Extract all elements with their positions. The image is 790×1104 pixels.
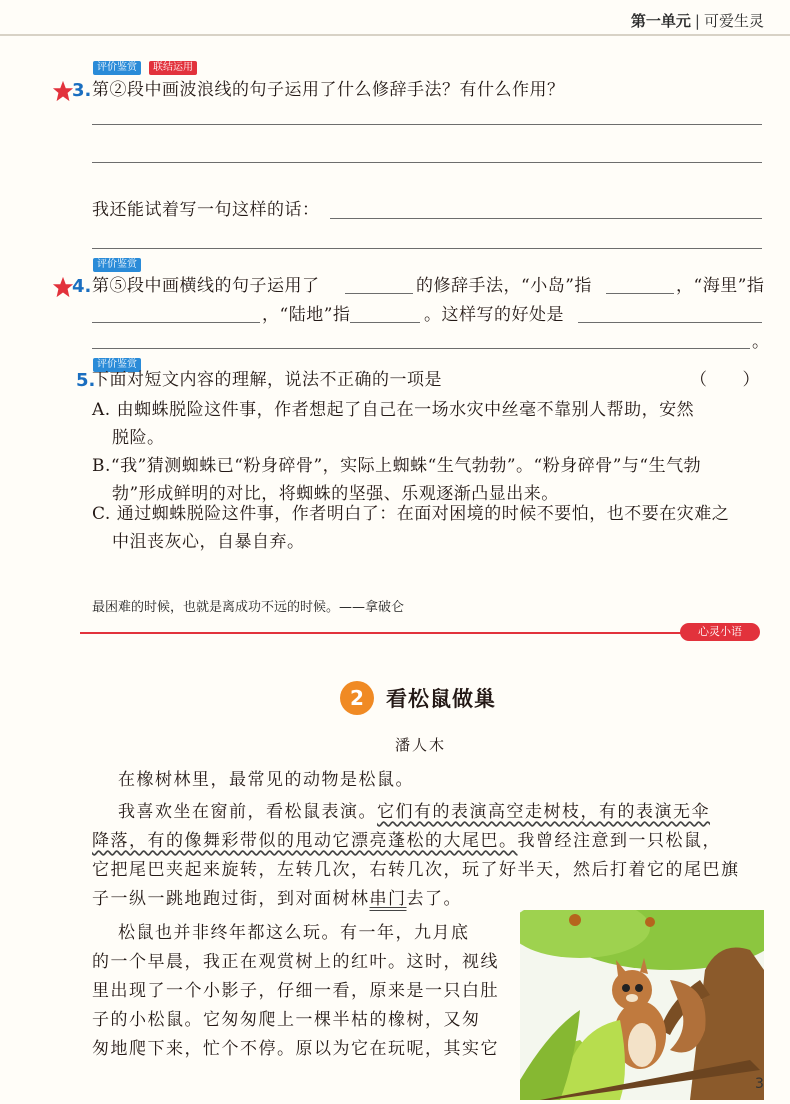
p2-wavy-b: 降落，有的像舞彩带似的甩动它漂亮蓬松的大尾巴。 bbox=[92, 831, 518, 851]
q5-text: 下面对短文内容的理解，说法不正确的一项是 bbox=[92, 370, 442, 390]
header-divider bbox=[0, 34, 790, 36]
q4-line2-a: ，“陆地”指 bbox=[262, 305, 351, 325]
p2-text-a: 我喜欢坐在窗前，看松鼠表演。 bbox=[118, 802, 377, 822]
q4-tag: 评价鉴赏 bbox=[93, 258, 141, 272]
article-author: 潘人木 bbox=[395, 736, 447, 754]
paragraph-2-line1 bbox=[118, 800, 710, 824]
blank-sea[interactable] bbox=[92, 322, 260, 323]
q3-number: 3. bbox=[72, 80, 92, 101]
q5-option-b-line1[interactable]: B.“我”猜测蜘蛛已“粉身碎骨”，实际上蜘蛛“生气勃勃”。“粉身碎骨”与“生气勃 bbox=[92, 456, 702, 476]
motto-divider bbox=[80, 632, 690, 634]
blank-rhetoric[interactable] bbox=[345, 293, 413, 294]
p2-underlined-word: 串门 bbox=[369, 889, 407, 909]
q3-tag-evaluate: 评价鉴赏 bbox=[93, 61, 141, 75]
star-icon bbox=[52, 276, 74, 298]
q4-line1-c: ，“海里”指 bbox=[676, 276, 765, 296]
p2-line4-a: 子一纵一跳地跑过街，到对面树林 bbox=[92, 889, 370, 909]
answer-line[interactable] bbox=[330, 218, 762, 219]
q4-line3-end: 。 bbox=[752, 332, 770, 352]
paragraph-2-line4 bbox=[92, 887, 462, 911]
paragraph-2-line2 bbox=[92, 829, 721, 853]
header-separator: | bbox=[694, 12, 700, 30]
answer-line[interactable] bbox=[92, 248, 762, 249]
p2-line4-b: 去了。 bbox=[406, 889, 462, 909]
answer-line[interactable] bbox=[92, 124, 762, 125]
paragraph-3-line3: 里出现了一个小影子，仔细一看，原来是一只白肚 bbox=[92, 981, 499, 1001]
header-unit: 第一单元 bbox=[630, 12, 691, 30]
paragraph-3-line2: 的一个早晨，我正在观赏树上的红叶。这时，视线 bbox=[92, 952, 499, 972]
q4-line2-b: 。这样写的好处是 bbox=[424, 305, 564, 325]
motto-quote: 最困难的时候，也就是离成功不远的时候。——拿破仑 bbox=[92, 600, 405, 615]
answer-line[interactable] bbox=[578, 322, 762, 323]
paragraph-3-line5: 匆地爬下来，忙个不停。原以为它在玩呢，其实它 bbox=[92, 1039, 499, 1059]
page-number: 3 bbox=[755, 1076, 764, 1092]
article-title: 看松鼠做巢 bbox=[386, 687, 496, 711]
paragraph-3-line1: 松鼠也并非终年都这么玩。有一年，九月底 bbox=[118, 923, 470, 943]
q3-tag-apply: 联结运用 bbox=[149, 61, 197, 75]
q5-option-c-line1[interactable]: C. 通过蜘蛛脱险这件事，作者明白了：在面对困境的时候不要怕，也不要在灾难之 bbox=[92, 504, 730, 524]
squirrel-illustration bbox=[520, 910, 764, 1100]
header-unit-title: 可爱生灵 bbox=[703, 12, 764, 30]
q5-number: 5. bbox=[76, 370, 96, 391]
paragraph-3-line4: 子的小松鼠。它匆匆爬上一棵半枯的橡树，又匆 bbox=[92, 1010, 481, 1030]
article-number-badge: 2 bbox=[340, 681, 374, 715]
q5-option-c-line2[interactable]: 中沮丧灰心，自暴自弃。 bbox=[112, 532, 305, 552]
q5-option-a-line1[interactable]: A. 由蜘蛛脱险这件事，作者想起了自己在一场水灾中丝毫不靠别人帮助，安然 bbox=[92, 400, 695, 420]
q5-option-a-line2[interactable]: 脱险。 bbox=[112, 428, 165, 448]
q5-option-b-line2[interactable]: 勃”形成鲜明的对比，将蜘蛛的坚强、乐观逐渐凸显出来。 bbox=[112, 484, 559, 504]
q3-text: 第②段中画波浪线的句子运用了什么修辞手法？有什么作用？ bbox=[92, 80, 565, 100]
answer-line[interactable] bbox=[92, 162, 762, 163]
blank-land[interactable] bbox=[350, 322, 420, 323]
page-header bbox=[0, 0, 790, 34]
blank-island[interactable] bbox=[606, 293, 674, 294]
q4-number: 4. bbox=[72, 276, 92, 297]
star-icon bbox=[52, 80, 74, 102]
paragraph-2-line3: 它把尾巴夹起来旋转，左转几次，右转几次，玩了好半天，然后打着它的尾巴旗 bbox=[92, 860, 740, 880]
q4-line1-a: 第⑤段中画横线的句子运用了 bbox=[92, 276, 320, 296]
answer-line[interactable] bbox=[92, 348, 750, 349]
p2-wavy-a: 它们有的表演高空走树枝，有的表演无伞 bbox=[377, 802, 710, 822]
header-title bbox=[631, 10, 764, 31]
p2-text-b: 我曾经注意到一只松鼠， bbox=[517, 831, 721, 851]
q5-answer-paren[interactable]: （ ） bbox=[690, 370, 760, 390]
q4-line1-b: 的修辞手法，“小岛”指 bbox=[416, 276, 592, 296]
paragraph-1: 在橡树林里，最常见的动物是松鼠。 bbox=[118, 770, 414, 790]
q5-tag: 评价鉴赏 bbox=[93, 358, 141, 372]
motto-badge: 心灵小语 bbox=[680, 623, 760, 641]
q3-follow-label: 我还能试着写一句这样的话： bbox=[92, 200, 320, 220]
